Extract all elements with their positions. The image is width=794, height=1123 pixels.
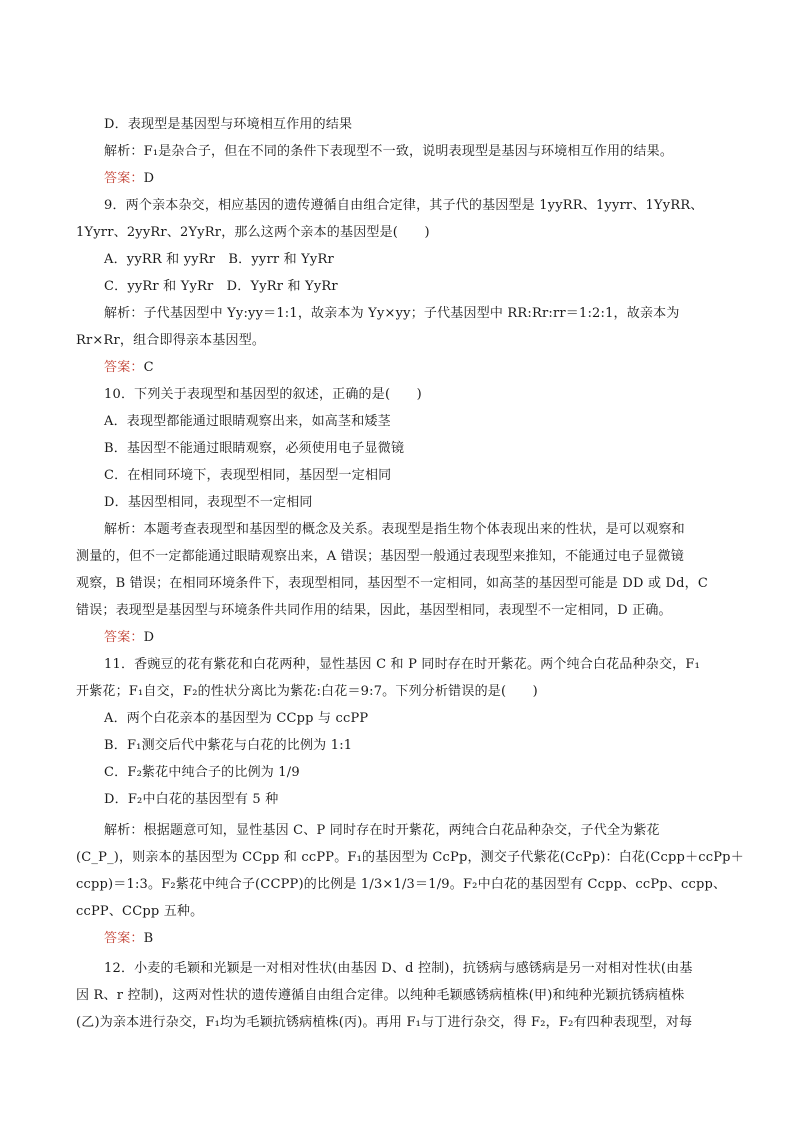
- q10-analysis-line2: 测量的，但不一定都能通过眼睛观察出来，A 错误；基因型一般通过表现型来推知，不能通过电子显微镜: [76, 549, 684, 564]
- q8-answer: [104, 170, 154, 188]
- q10-option-d: D．基因型相同，表现型不一定相同: [104, 495, 313, 510]
- answer-value: D: [143, 630, 155, 645]
- q10-answer: [104, 629, 154, 647]
- answer-label: 答案：: [104, 630, 144, 645]
- answer-value: C: [143, 360, 154, 375]
- q8-analysis: 解析：F₁是杂合子，但在不同的条件下表现型不一致，说明表现型是基因与环境相互作用的结果。: [104, 144, 674, 159]
- q9-answer: [104, 359, 154, 377]
- q11-option-c: C．F₂紫花中纯合子的比例为 1/9: [104, 765, 300, 780]
- q12-stem-line2: 因 R、r 控制)，这两对性状的遗传遵循自由组合定律。以纯种毛颖感锈病植株(甲)和纯种光颖抗锈病植株: [76, 988, 685, 1003]
- q9-options-line2: C．yyRr 和 YyRr D．YyRr 和 YyRr: [104, 279, 338, 294]
- q9-stem-line1: 9．两个亲本杂交，相应基因的遗传遵循自由组合定律，其子代的基因型是 1yyRR、1yyrr、1YyRR、: [104, 198, 704, 213]
- q11-analysis-line3: ccpp)＝1:3。F₂紫花中纯合子(CCPP)的比例是 1/3×1/3＝1/9。F₂中白花的基因型有 Ccpp、ccPp、ccpp、: [76, 877, 727, 892]
- q10-analysis-line3: 观察，B 错误；在相同环境条件下，表现型相同，基因型不一定相同，如高茎的基因型可能是 DD 或 Dd，C: [76, 576, 709, 591]
- q11-option-a: A．两个白花亲本的基因型为 CCpp 与 ccPP: [104, 711, 369, 726]
- q10-option-b: B．基因型不能通过眼睛观察，必须使用电子显微镜: [104, 441, 405, 456]
- q11-answer: [104, 930, 153, 948]
- answer-label: 答案：: [104, 931, 144, 946]
- answer-value: D: [143, 171, 155, 186]
- q11-option-d: D．F₂中白花的基因型有 5 种: [104, 792, 279, 807]
- q9-analysis-line2: Rr×Rr，组合即得亲本基因型。: [76, 333, 266, 348]
- q11-option-b: B．F₁测交后代中紫花与白花的比例为 1:1: [104, 738, 353, 753]
- answer-value: B: [143, 931, 154, 946]
- q9-stem-line2: 1Yyrr、2yyRr、2YyRr，那么这两个亲本的基因型是( ): [76, 225, 430, 240]
- q10-option-c: C．在相同环境下，表现型相同，基因型一定相同: [104, 468, 392, 483]
- q12-stem-line3: (乙)为亲本进行杂交，F₁均为毛颖抗锈病植株(丙)。再用 F₁与丁进行杂交，得 F₂，F₂有四种表现型，对每: [76, 1015, 693, 1030]
- q8-option-d: D．表现型是基因型与环境相互作用的结果: [104, 117, 353, 132]
- answer-label: 答案：: [104, 171, 144, 186]
- q11-analysis-line2: (C_P_)，则亲本的基因型为 CCpp 和 ccPP。F₁的基因型为 CcPp，测交子代紫花(CcPp)：白花(Ccpp＋ccPp＋: [76, 850, 744, 865]
- q9-options-line1: A．yyRR 和 yyRr B．yyrr 和 YyRr: [104, 252, 334, 267]
- q10-option-a: A．表现型都能通过眼睛观察出来，如高茎和矮茎: [104, 414, 391, 429]
- q11-analysis-line4: ccPP、CCpp 五种。: [76, 904, 204, 919]
- q11-stem-line2: 开紫花；F₁自交，F₂的性状分离比为紫花:白花＝9:7。下列分析错误的是( ): [76, 684, 538, 699]
- q10-analysis-line4: 错误；表现型是基因型与环境条件共同作用的结果，因此，基因型相同，表现型不一定相同，D 正确。: [76, 603, 672, 618]
- q10-analysis-line1: 解析：本题考查表现型和基因型的概念及关系。表现型是指生物个体表现出来的性状，是可以观察和: [104, 522, 685, 537]
- q9-analysis-line1: 解析：子代基因型中 Yy:yy＝1:1，故亲本为 Yy×yy；子代基因型中 RR:Rr:rr＝1:2:1，故亲本为: [104, 306, 680, 321]
- q12-stem-line1: 12．小麦的毛颖和光颖是一对相对性状(由基因 D、d 控制)，抗锈病与感锈病是另一对相对性状(由基: [104, 961, 693, 976]
- answer-label: 答案：: [104, 360, 144, 375]
- q11-stem-line1: 11．香豌豆的花有紫花和白花两种，显性基因 C 和 P 同时存在时开紫花。两个纯合白花品种杂交，F₁: [104, 657, 700, 672]
- q11-analysis-line1: 解析：根据题意可知，显性基因 C、P 同时存在时开紫花，两纯合白花品种杂交，子代全为紫花: [104, 823, 660, 838]
- q10-stem: 10．下列关于表现型和基因型的叙述，正确的是( ): [104, 387, 422, 402]
